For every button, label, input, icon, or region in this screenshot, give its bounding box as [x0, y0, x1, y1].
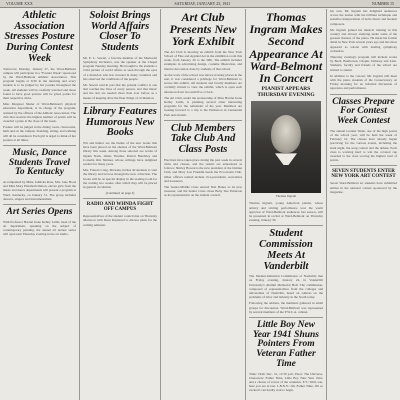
article-text: Mrs. Francis Craig, librarian, invites all students to visit the library and browse through the new collection. The books will be on special display in the reading room for the coming two weeks, after which they will be placed in general circulation. [83, 168, 157, 189]
article-text: Time: 1940. Dec. 31, 11:59 p.m. Place: The Universe. Characters: Father Time, Little Boy New Year 1941, and a chorus of voices of the centuries. F.T.: Well, son, here you are at last. L.B.N.Y.: Oh, Father Time, I'm so excited I can hardly wait to begin. [249, 371, 323, 393]
article-text: Mr. E. L. Sewart, a favorite member of the Memorial Symphony Orchestra, was the speaker at the Chapel program Tuesday morning. He brought to the students a vivid picture of world affairs as seen through the eyes of a musician who has traveled in many countries and has observed the conditions of the people. [83, 55, 157, 81]
article-text: Elections have taken place during the past week in several clubs and classes, and the results are announced as follows: Shirley Bowen is the new president of the Osirian Club, and Mary Lou Franklin heads the Eccowasin Club. Other officers named include vice-presidents, secretaries and treasurers. [164, 157, 242, 183]
subheadline-pianist: PIANIST APPEARS THURSDAY EVENING [257, 86, 315, 99]
subheadline-radio: RADIO AND WHNDA FIGHT OFF CAMPUS [86, 202, 154, 213]
divider [3, 204, 76, 205]
divider [83, 198, 157, 199]
divider [249, 225, 323, 226]
volume-label: VOLUME XXX [6, 1, 33, 6]
article-text: Thomas Ingram, young American pianist, whose artistry and stirring performance won the warm approval of Ward-Belmont audiences last season, will be presented in recital at Ward-Belmont on Thursday evening, January 30. [249, 201, 323, 223]
portrait-photo [251, 101, 321, 193]
article-text: The Art Club is showing an exhibit from the New York School of Fine and Applied Art in the exhibition room this week, from January 20 to the 30th. The exhibit includes examples in advertising design, costume illustration, and interior decoration done by students of that school. [164, 49, 242, 71]
headline-club-members: Club Members Take Club And Class Posts [170, 122, 236, 156]
headline-library: Library Features Humorous New Books [83, 105, 157, 139]
article-text: As the work of the school was shown at many places in the east, it was considered a privilege for Ward-Belmont to secure this exhibit. All students and faculty members are cordially invited to view the exhibit, which is open each afternoon from two until five o'clock. [164, 72, 243, 94]
column-2 [80, 9, 161, 400]
divider [249, 317, 323, 318]
divider [164, 120, 242, 121]
article-text: his own, Mr. Ingram has delighted audiences across the nation with his brilliant technique and sensitive interpretation of both classic and modern composers. [330, 9, 397, 26]
article-text: Seven Ward-Belmont art students have submitted entries in the national contest sponsored by the magazine. [330, 181, 397, 194]
article-text: The Senior-Middle Class elected Nan Hanes as its new treasurer, and the Senior Class chose Betty Sue Patterson as its representative on the student council. [164, 185, 242, 198]
continued-note: (Continued on page 3) [105, 191, 135, 196]
column-1 [0, 9, 80, 400]
subheadline-art-contest: SEVEN STUDENTS ENTER NEW YORK ART CONTEST [331, 169, 396, 180]
masthead [0, 0, 400, 8]
divider [83, 103, 157, 104]
headline-athletic-posture: Athletic Association Stresses Posture During Contest Week [4, 10, 75, 64]
headline-classes-prepare: Classes Prepare For Contest Week Contest [332, 96, 395, 127]
article-text: The Student-Industrial Commission of Nashville met on Friday evening, January 24, in Vanderbilt University's Alumni Memorial Hall. The commission, composed of representatives from the colleges and universities of Nashville, heard an address on the problems of labor and industry in the South today. [249, 274, 323, 300]
headline-art-series: Art Series Opens [6, 207, 73, 218]
headline-student-commission: Student Commission Meets At Vanderbilt [259, 228, 313, 272]
article-text: Representatives of the student council met on Thursday afternoon with Dean Raymond to discuss plans for the coming semester. [83, 214, 157, 227]
headline-music-dance: Music, Dance Students Travel To Kentucky [8, 147, 71, 178]
photo-caption: Thomas Ingram [275, 194, 297, 199]
article-text: Miss Margaret Shuler of Ward-Belmont's physical education department, is in charge of the program, assisted by the officers of the Athletic Association. The club that receives the highest number of points will be awarded a prize at the close of the week. [3, 102, 76, 123]
article-text: Tomorrow Monday, January 27, the Ward-Belmont campus will participate in a "Posture Week" sponsored by the Ward-Belmont Athletic Association. This program begins at 6:30 in the morning and every student is to be judged by her posture throughout the week. All students will be carefully watched and those found to have good posture will be given points for their respective clubs. [3, 66, 76, 100]
article-text: The annual Contest Week, one of the high points of the school year, will be held the week of February 10. The classes have already begun practicing for the various events, including the stunt night, the song contest and the debate. Each class is working hard to win the coveted cup awarded to the class scoring the highest total of points. [330, 128, 397, 163]
article-text: Mr. Ingram gained his musical training in this country and abroad, studying under some of the greatest masters of the piano. He made his formal debut in New York several years ago and has since appeared as soloist with leading symphony orchestras. [330, 27, 397, 53]
column-3 [161, 9, 246, 400]
article-text: Posture will be judged in the dining room, classrooms, halls and on the campus. Standing, sitting, and walking will all be considered. Each girl is urged to think of her posture at all times. [3, 125, 76, 142]
article-text: Following the address, the members gathered in small groups for discussion. Ward-Belmont was represented by several members of the Y.W.C.A. cabinet. [249, 301, 323, 314]
column-4 [246, 9, 326, 400]
portrait-collar [275, 153, 297, 165]
article-text: The Art Club, under the sponsorship of Miss Harriet Irene Kelley Lamb, is planning several other interesting programs for the remainder of the year. Members are looking forward to a trip to the Parthenon in Centennial Park next month. [164, 95, 242, 117]
headline-soloist: Soloist Brings World Affairs Closer To Students [89, 10, 151, 54]
article-text: Thursday evening's program will include works by Bach, Beethoven, Chopin, Debussy and Liszt. Students, faculty and friends of the school are invited to attend. [330, 55, 397, 72]
article-text: Wit and humor are the theme of the new books that have been placed on the shelves of the Ward-Belmont library this week. Among those selected are works of Ogden Nash, James Thurber, Robert Benchley and Cornelia Otis Skinner, whose writings have delighted readers for many years. [83, 140, 157, 166]
portrait-face [271, 115, 301, 153]
article-text: Accompanied by Mme. Jehlicka Ross, Mrs. Jane Hood and Miss Mary Elizabeth Dalton, eleven girls from the music and dance departments will present a program at Ward, Kentucky, on January 31. The group includes dancers, singers and instrumentalists. [3, 180, 76, 201]
divider [330, 94, 397, 95]
divider [3, 145, 76, 146]
article-text: In addition to the concert, Mr. Ingram will meet with the piano students of the Conservatory on Friday morning for an informal discussion of repertoire and performance. [330, 73, 397, 91]
headline-art-club: Art Club Presents New York Exhibit [169, 10, 237, 49]
article-text: Mr. Sewart said in part that the present conflict is one that touches the lives of every person, and that music and the arts are needed more than ever before as a means of keeping alive the finer things of civilization. [83, 83, 157, 100]
article-text: With Professor Harriet Irene Kelley Lamb, head of the art department, speaking on the subject of contemporary painting, the annual art lecture series will open next Thursday evening in the art studio. [3, 219, 76, 237]
divider [330, 165, 397, 166]
issue-date: SATURDAY, JANUARY 25, 1941 [174, 1, 231, 6]
headline-thomas-ingram: Thomas Ingram Makes Second Appearance At Ward-Belmont In Concert [249, 10, 323, 86]
issue-number: NUMBER 15 [371, 1, 394, 6]
headline-little-boy-new-year: Little Boy New Year 1941 Shuns Pointers From Veteran Father Time [253, 320, 319, 369]
column-5 [326, 9, 400, 400]
